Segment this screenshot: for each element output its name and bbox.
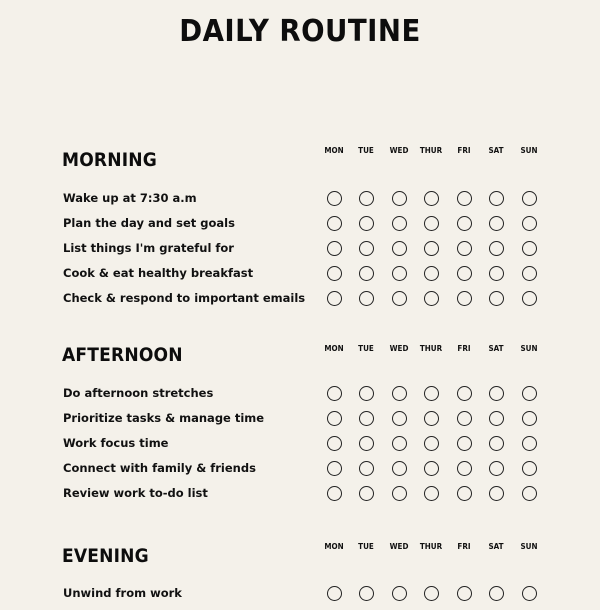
checkbox-tue[interactable]: [359, 191, 374, 206]
task-label: Connect with family & friends: [63, 461, 256, 475]
day-header-mon: MON: [324, 146, 344, 155]
checkbox-sat[interactable]: [489, 266, 504, 281]
task-label: Prioritize tasks & manage time: [63, 411, 265, 425]
checkbox-sun[interactable]: [522, 386, 537, 401]
checkbox-mon[interactable]: [327, 291, 342, 306]
task-label: Check & respond to important emails: [63, 291, 306, 305]
task-label: Work focus time: [63, 436, 169, 450]
checkbox-thur[interactable]: [424, 436, 439, 451]
day-header-wed: WED: [389, 344, 409, 353]
checkbox-sat[interactable]: [489, 241, 504, 256]
page-title: DAILY ROUTINE: [179, 14, 421, 49]
day-header-thur: THUR: [419, 344, 443, 353]
checkbox-fri[interactable]: [457, 241, 472, 256]
task-label: Do afternoon stretches: [63, 386, 214, 400]
checkbox-wed[interactable]: [392, 216, 407, 231]
checkbox-fri[interactable]: [457, 386, 472, 401]
task-row: [0, 435, 600, 460]
task-label: Plan the day and set goals: [63, 216, 235, 230]
task-label: Cook & eat healthy breakfast: [63, 266, 254, 280]
checkbox-fri[interactable]: [457, 486, 472, 501]
task-row: [0, 585, 600, 610]
checkbox-mon[interactable]: [327, 586, 342, 601]
day-header-thur: THUR: [419, 146, 443, 155]
day-header-wed: WED: [389, 542, 409, 551]
checkbox-fri[interactable]: [457, 291, 472, 306]
task-row: [0, 240, 600, 265]
checkbox-sun[interactable]: [522, 191, 537, 206]
checkbox-tue[interactable]: [359, 216, 374, 231]
task-row: [0, 460, 600, 485]
day-header-sun: SUN: [520, 344, 538, 353]
checkbox-thur[interactable]: [424, 191, 439, 206]
task-row: [0, 485, 600, 510]
day-header-sun: SUN: [520, 146, 538, 155]
checkbox-sat[interactable]: [489, 191, 504, 206]
checkbox-sun[interactable]: [522, 291, 537, 306]
checkbox-sun[interactable]: [522, 216, 537, 231]
section-heading: EVENING: [62, 545, 149, 567]
checkbox-sat[interactable]: [489, 461, 504, 476]
checkbox-thur[interactable]: [424, 291, 439, 306]
checkbox-tue[interactable]: [359, 291, 374, 306]
checkbox-tue[interactable]: [359, 436, 374, 451]
checkbox-thur[interactable]: [424, 586, 439, 601]
checkbox-tue[interactable]: [359, 461, 374, 476]
day-header-thur: THUR: [419, 542, 443, 551]
checkbox-thur[interactable]: [424, 486, 439, 501]
checkbox-fri[interactable]: [457, 411, 472, 426]
checkbox-sun[interactable]: [522, 586, 537, 601]
day-header-sun: SUN: [520, 542, 538, 551]
day-header-fri: FRI: [457, 542, 471, 551]
checkbox-wed[interactable]: [392, 486, 407, 501]
checkbox-wed[interactable]: [392, 461, 407, 476]
task-label: Review work to-do list: [63, 486, 208, 500]
day-header-tue: TUE: [358, 344, 374, 353]
checkbox-tue[interactable]: [359, 411, 374, 426]
checkbox-sat[interactable]: [489, 386, 504, 401]
checkbox-tue[interactable]: [359, 241, 374, 256]
checkbox-wed[interactable]: [392, 436, 407, 451]
day-header-fri: FRI: [457, 146, 471, 155]
task-label: Unwind from work: [63, 586, 182, 600]
checkbox-mon[interactable]: [327, 216, 342, 231]
checkbox-wed[interactable]: [392, 241, 407, 256]
day-header-fri: FRI: [457, 344, 471, 353]
day-header-mon: MON: [324, 542, 344, 551]
day-header-tue: TUE: [358, 146, 374, 155]
checkbox-wed[interactable]: [392, 411, 407, 426]
checkbox-thur[interactable]: [424, 411, 439, 426]
checkbox-mon[interactable]: [327, 461, 342, 476]
checkbox-sun[interactable]: [522, 461, 537, 476]
checkbox-fri[interactable]: [457, 191, 472, 206]
checkbox-fri[interactable]: [457, 216, 472, 231]
checkbox-sat[interactable]: [489, 216, 504, 231]
checkbox-wed[interactable]: [392, 586, 407, 601]
checkbox-fri[interactable]: [457, 461, 472, 476]
checkbox-mon[interactable]: [327, 386, 342, 401]
checkbox-tue[interactable]: [359, 486, 374, 501]
checkbox-sun[interactable]: [522, 486, 537, 501]
checkbox-sun[interactable]: [522, 241, 537, 256]
task-row: [0, 190, 600, 215]
checkbox-mon[interactable]: [327, 411, 342, 426]
checkbox-sun[interactable]: [522, 266, 537, 281]
task-label: List things I'm grateful for: [63, 241, 234, 255]
checkbox-thur[interactable]: [424, 241, 439, 256]
checkbox-wed[interactable]: [392, 191, 407, 206]
checkbox-sat[interactable]: [489, 291, 504, 306]
checkbox-sat[interactable]: [489, 586, 504, 601]
checkbox-thur[interactable]: [424, 216, 439, 231]
day-header-sat: SAT: [488, 542, 504, 551]
section-heading: AFTERNOON: [62, 344, 183, 366]
checkbox-thur[interactable]: [424, 266, 439, 281]
checkbox-thur[interactable]: [424, 386, 439, 401]
task-row: [0, 265, 600, 290]
day-header-mon: MON: [324, 344, 344, 353]
checkbox-fri[interactable]: [457, 586, 472, 601]
task-row: [0, 385, 600, 410]
day-header-tue: TUE: [358, 542, 374, 551]
checkbox-sat[interactable]: [489, 411, 504, 426]
section-heading: MORNING: [62, 149, 158, 171]
task-row: [0, 290, 600, 315]
day-header-sat: SAT: [488, 146, 504, 155]
checkbox-mon[interactable]: [327, 486, 342, 501]
checkbox-mon[interactable]: [327, 241, 342, 256]
checkbox-mon[interactable]: [327, 266, 342, 281]
checkbox-sat[interactable]: [489, 486, 504, 501]
day-header-wed: WED: [389, 146, 409, 155]
checkbox-tue[interactable]: [359, 266, 374, 281]
checkbox-mon[interactable]: [327, 436, 342, 451]
checkbox-fri[interactable]: [457, 436, 472, 451]
task-row: [0, 215, 600, 240]
checkbox-wed[interactable]: [392, 291, 407, 306]
checkbox-sun[interactable]: [522, 436, 537, 451]
checkbox-wed[interactable]: [392, 386, 407, 401]
checkbox-fri[interactable]: [457, 266, 472, 281]
task-row: [0, 410, 600, 435]
checkbox-wed[interactable]: [392, 266, 407, 281]
checkbox-thur[interactable]: [424, 461, 439, 476]
checkbox-sat[interactable]: [489, 436, 504, 451]
checkbox-sun[interactable]: [522, 411, 537, 426]
checkbox-tue[interactable]: [359, 586, 374, 601]
day-header-sat: SAT: [488, 344, 504, 353]
checkbox-mon[interactable]: [327, 191, 342, 206]
task-label: Wake up at 7:30 a.m: [63, 191, 197, 205]
checkbox-tue[interactable]: [359, 386, 374, 401]
